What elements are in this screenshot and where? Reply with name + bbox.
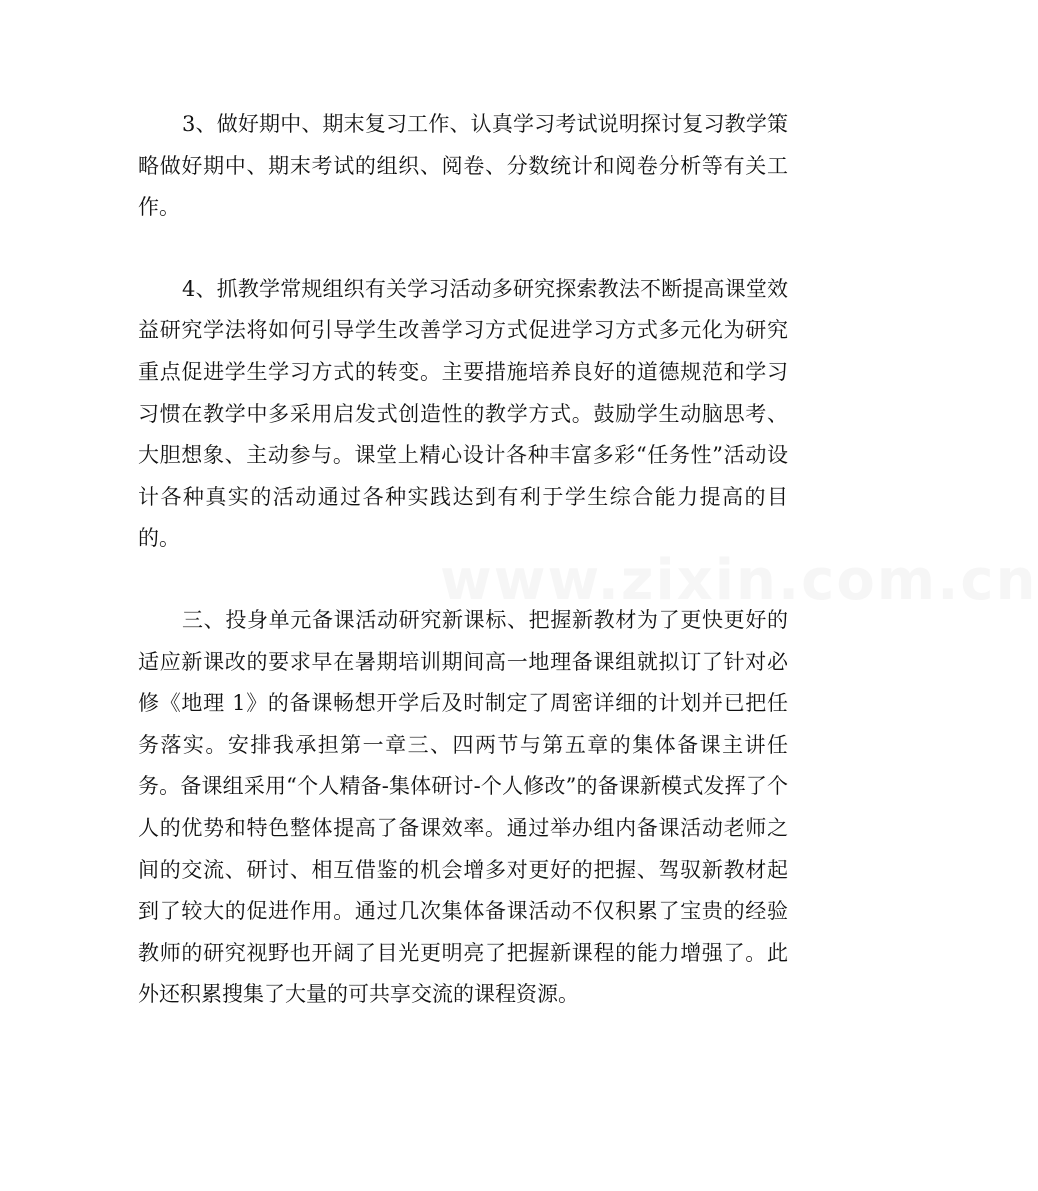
document-body bbox=[138, 104, 788, 1055]
paragraph-teaching-routine: 4、抓教学常规组织有关学习活动多研究探索教法不断提高课堂效益研究学法将如何引导学生改善学习方式促进学习方式多元化为研究重点促进学生学习方式的转变。主要措施培养良好的道德规范和学习习惯在教学中多采用启发式创造性的教学方式。鼓励学生动脑思考、大胆想象、主动参与。课堂上精心设计各种丰富多彩“任务性”活动设计各种真实的活动通过各种实践达到有利于学生综合能力提高的目的。 bbox=[138, 276, 788, 551]
paragraph-lesson-preparation: 三、投身单元备课活动研究新课标、把握新教材为了更快更好的适应新课改的要求早在暑期培训期间高一地理备课组就拟订了针对必修《地理 1》的备课畅想开学后及时制定了周密详细的计划并已把任务落实。安排我承担第一章三、四两节与第五章的集体备课主讲任务。备课组采用“个人精备-集体研讨-个人修改”的备课新模式发挥了个人的优势和特色整体提高了备课效率。通过举办组内备课活动老师之间的交流、研讨、相互借鉴的机会增多对更好的把握、驾驭新教材起到了较大的促进作用。通过几次集体备课活动不仅积累了宝贵的经验教师的研究视野也开阔了目光更明亮了把握新课程的能力增强了。此外还积累搜集了大量的可共享交流的课程资源。 bbox=[138, 607, 788, 1007]
watermark: www.zixin.com.cn bbox=[440, 548, 1038, 613]
paragraph-review-work: 3、做好期中、期末复习工作、认真学习考试说明探讨复习教学策略做好期中、期末考试的组织、阅卷、分数统计和阅卷分析等有关工作。 bbox=[138, 112, 788, 220]
